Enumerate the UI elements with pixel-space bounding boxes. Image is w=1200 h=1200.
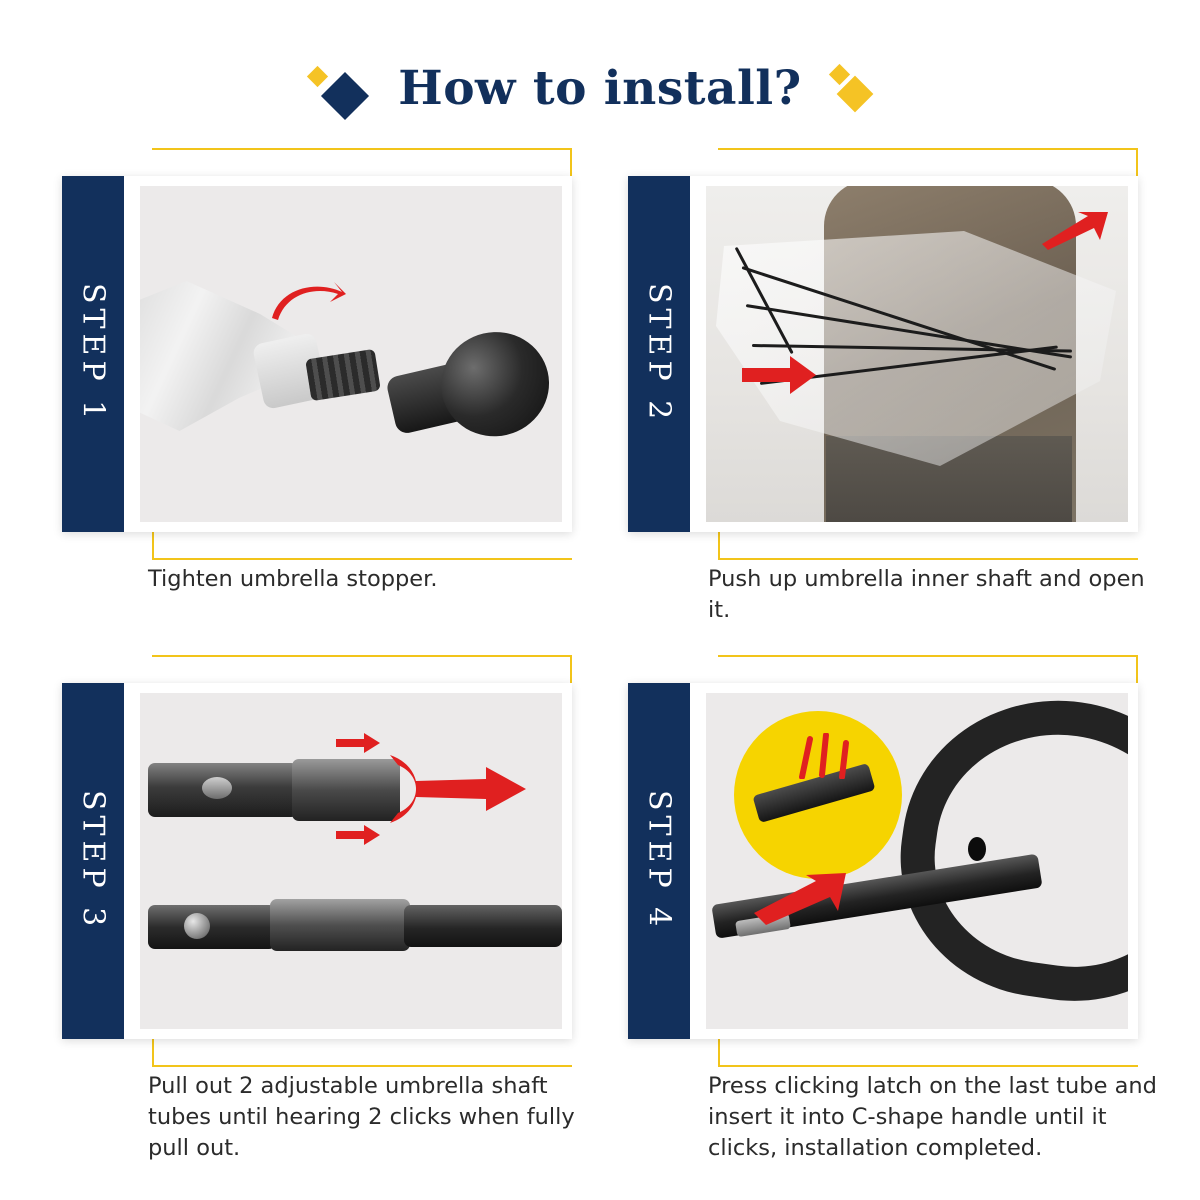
step-card-body xyxy=(628,683,1138,1039)
title-right-decoration xyxy=(828,57,890,119)
page-title: How to install? xyxy=(398,60,802,116)
step-photo xyxy=(706,693,1128,1029)
step-caption: Pull out 2 adjustable umbrella shaft tubes until hearing 2 clicks when fully pull out. xyxy=(148,1073,575,1161)
handle-latch-hole xyxy=(968,837,986,861)
page-title-row xyxy=(0,48,1200,128)
title-left-decoration xyxy=(310,57,372,119)
step-label: STEP 3 xyxy=(75,790,111,932)
stopper-cap-shape xyxy=(380,319,561,462)
step-frame xyxy=(62,655,575,1161)
rotation-arrow-icon xyxy=(268,278,348,324)
push-up-arrow-icon xyxy=(1040,210,1110,250)
step-photo xyxy=(140,693,562,1029)
shaft-tube-lower-left xyxy=(148,905,276,949)
c-shape-handle xyxy=(883,693,1128,1020)
step-card-2 xyxy=(628,148,1145,623)
click-spark-icon xyxy=(796,733,856,779)
small-arrow-icon xyxy=(336,825,380,845)
shaft-tube-lower-right xyxy=(404,905,562,947)
insert-arrow-icon xyxy=(754,871,850,925)
step-label: STEP 2 xyxy=(641,283,677,425)
navy-diamond-icon xyxy=(321,72,369,120)
step-photo xyxy=(706,186,1128,522)
step-label: STEP 4 xyxy=(641,790,677,932)
step-label-bar xyxy=(62,176,124,532)
step-card-body xyxy=(62,683,572,1039)
step-card-3 xyxy=(62,655,575,1161)
step-frame xyxy=(628,148,1145,623)
step-caption: Press clicking latch on the last tube and insert it into C-shape handle until it clicks, installation completed. xyxy=(708,1073,1157,1161)
push-arrow-icon xyxy=(742,354,816,396)
step-card-4 xyxy=(628,655,1157,1161)
step-card-body xyxy=(628,176,1138,532)
pull-out-arrow-icon xyxy=(416,765,526,813)
step-card-body xyxy=(62,176,572,532)
step-frame xyxy=(628,655,1157,1161)
step-label-bar xyxy=(628,176,690,532)
step-frame xyxy=(62,148,572,592)
small-arrow-icon xyxy=(336,733,380,753)
step-card-1 xyxy=(62,148,572,592)
screw-head-shape xyxy=(184,913,210,939)
step-photo xyxy=(140,186,562,522)
latch-button-shape xyxy=(202,777,232,799)
yellow-diamond-icon xyxy=(829,64,850,85)
step-label-bar xyxy=(628,683,690,1039)
stopper-ball-shape xyxy=(431,321,560,447)
step-label-bar xyxy=(62,683,124,1039)
step-label: STEP 1 xyxy=(75,283,111,425)
step-caption: Push up umbrella inner shaft and open it. xyxy=(708,566,1145,623)
shaft-tube-lower-mid xyxy=(270,899,410,951)
step-caption: Tighten umbrella stopper. xyxy=(148,566,438,592)
yellow-diamond-icon xyxy=(307,66,328,87)
